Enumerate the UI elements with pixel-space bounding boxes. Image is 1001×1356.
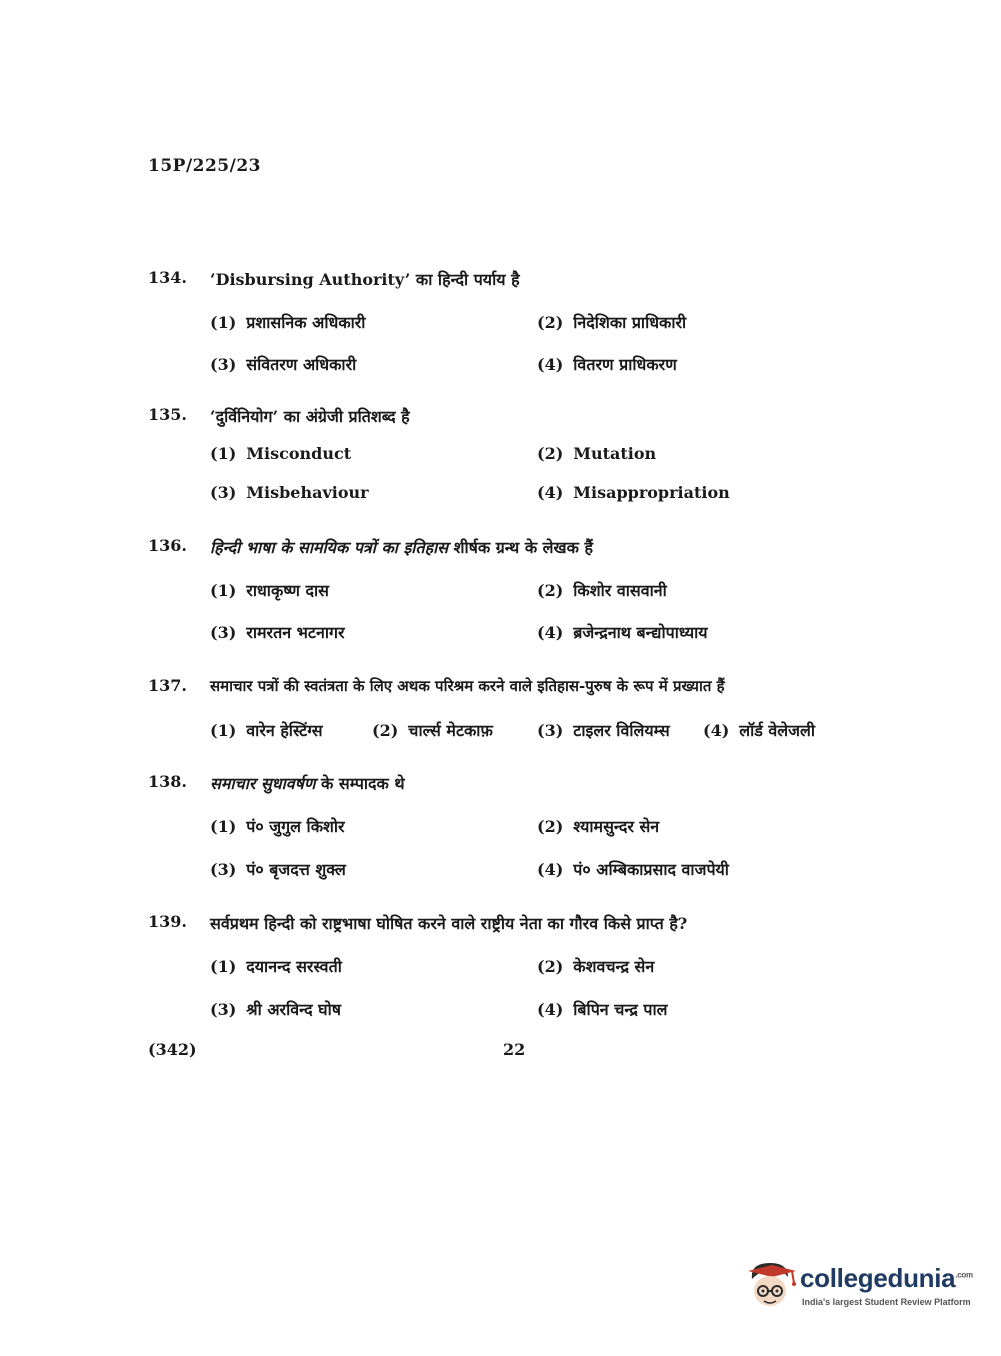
option-2 — [537, 815, 659, 837]
option-text: Mutation — [573, 444, 657, 463]
option-text: वारेन हेस्टिंग्स — [246, 721, 323, 740]
option-1 — [210, 815, 345, 837]
student-mascot-icon — [742, 1257, 798, 1313]
option-text: वितरण प्राधिकरण — [573, 355, 677, 374]
collegedunia-logo — [742, 1255, 972, 1315]
option-number: (4) — [537, 623, 564, 642]
option-2 — [537, 955, 654, 977]
option-text: राधाकृष्ण दास — [246, 581, 329, 600]
newspaper-title: समाचार सुधावर्षण — [210, 774, 316, 793]
question-number: 139. — [148, 912, 187, 931]
option-number: (3) — [537, 721, 564, 740]
option-text: दयानन्द सरस्वती — [246, 957, 342, 976]
option-text: श्यामसुन्दर सेन — [573, 817, 660, 836]
paper-code: 15P/225/23 — [148, 156, 262, 176]
question-number: 135. — [148, 405, 187, 424]
option-text: Misbehaviour — [246, 483, 369, 502]
option-text: पं० बृजदत्त शुक्ल — [246, 860, 346, 879]
question-text: समाचार पत्रों की स्वतंत्रता के लिए अथक परिश्रम करने वाले इतिहास-पुरुष के रूप में प्रख्यात हैं — [210, 677, 725, 695]
option-number: (4) — [537, 1000, 564, 1019]
option-text: लॉर्ड वेलेजली — [739, 721, 816, 740]
option-4 — [537, 483, 730, 502]
option-4 — [537, 998, 668, 1020]
option-text: टाइलर विलियम्स — [573, 721, 670, 740]
option-number: (1) — [210, 817, 237, 836]
option-3 — [537, 719, 670, 741]
option-text: Misappropriation — [573, 483, 730, 502]
option-text: चार्ल्स मेटकाफ़ — [408, 721, 493, 740]
option-3 — [210, 621, 345, 643]
option-3 — [210, 483, 369, 502]
option-number: (2) — [537, 313, 564, 332]
footer-code: (342) — [148, 1040, 197, 1059]
option-3 — [210, 353, 356, 375]
option-text: रामरतन भटनागर — [246, 623, 345, 642]
option-text: प्रशासनिक अधिकारी — [246, 313, 366, 332]
question-text — [210, 536, 593, 558]
option-4 — [537, 353, 677, 375]
option-number: (4) — [537, 860, 564, 879]
option-1 — [210, 579, 329, 601]
book-title: हिन्दी भाषा के सामयिक पत्रों का इतिहास — [210, 538, 449, 557]
option-text: निदेशिका प्राधिकारी — [573, 313, 687, 332]
question-text: सर्वप्रथम हिन्दी को राष्ट्रभाषा घोषित करने वाले राष्ट्रीय नेता का गौरव किसे प्राप्त है? — [210, 914, 688, 933]
option-number: (3) — [210, 623, 237, 642]
option-number: (4) — [537, 355, 564, 374]
option-2 — [537, 444, 656, 463]
brand-name — [800, 1263, 973, 1294]
option-text: किशोर वासवानी — [573, 581, 667, 600]
option-4 — [537, 621, 708, 643]
question-text: ‘Disbursing Authority’ का हिन्दी पर्याय है — [210, 270, 520, 289]
option-number: (3) — [210, 355, 237, 374]
option-3 — [210, 858, 346, 880]
option-number: (1) — [210, 957, 237, 976]
option-text: Misconduct — [246, 444, 352, 463]
option-text: केशवचन्द्र सेन — [573, 957, 655, 976]
option-text: श्री अरविन्द घोष — [246, 1000, 341, 1019]
option-number: (1) — [210, 721, 237, 740]
option-number: (3) — [210, 483, 237, 502]
option-2 — [372, 719, 493, 741]
option-4 — [537, 858, 729, 880]
option-text: बिपिन चन्द्र पाल — [573, 1000, 668, 1019]
brand-suffix: .com — [955, 1270, 973, 1280]
option-number: (2) — [537, 444, 564, 463]
brand-wordmark: collegedunia — [800, 1263, 956, 1293]
option-1 — [210, 719, 323, 741]
option-number: (1) — [210, 581, 237, 600]
option-text: पं० जुगुल किशोर — [246, 817, 345, 836]
option-number: (3) — [210, 860, 237, 879]
option-number: (2) — [537, 957, 564, 976]
option-number: (4) — [537, 483, 564, 502]
option-1 — [210, 955, 342, 977]
option-number: (2) — [537, 581, 564, 600]
option-3 — [210, 998, 341, 1020]
option-number: (2) — [537, 817, 564, 836]
question-text: ‘दुर्विनियोग’ का अंग्रेजी प्रतिशब्द है — [210, 407, 410, 426]
option-number: (4) — [703, 721, 730, 740]
question-text-rest: शीर्षक ग्रन्थ के लेखक हैं — [448, 538, 593, 557]
option-text: संवितरण अधिकारी — [246, 355, 357, 374]
option-1 — [210, 311, 365, 333]
brand-tagline: India's largest Student Review Platform — [802, 1297, 971, 1307]
question-number: 136. — [148, 536, 187, 555]
option-2 — [537, 579, 667, 601]
option-2 — [537, 311, 686, 333]
option-text: पं० अम्बिकाप्रसाद वाजपेयी — [573, 860, 729, 879]
question-number: 134. — [148, 268, 187, 287]
option-number: (1) — [210, 444, 237, 463]
option-number: (2) — [372, 721, 399, 740]
option-number: (1) — [210, 313, 237, 332]
question-text — [210, 772, 405, 794]
question-number: 138. — [148, 772, 187, 791]
question-number: 137. — [148, 676, 187, 695]
option-4 — [703, 719, 815, 741]
option-number: (3) — [210, 1000, 237, 1019]
option-text: ब्रजेन्द्रनाथ बन्द्योपाध्याय — [573, 623, 708, 642]
page-number: 22 — [503, 1040, 526, 1059]
question-text-rest: के सम्पादक थे — [315, 774, 405, 793]
option-1 — [210, 444, 351, 463]
